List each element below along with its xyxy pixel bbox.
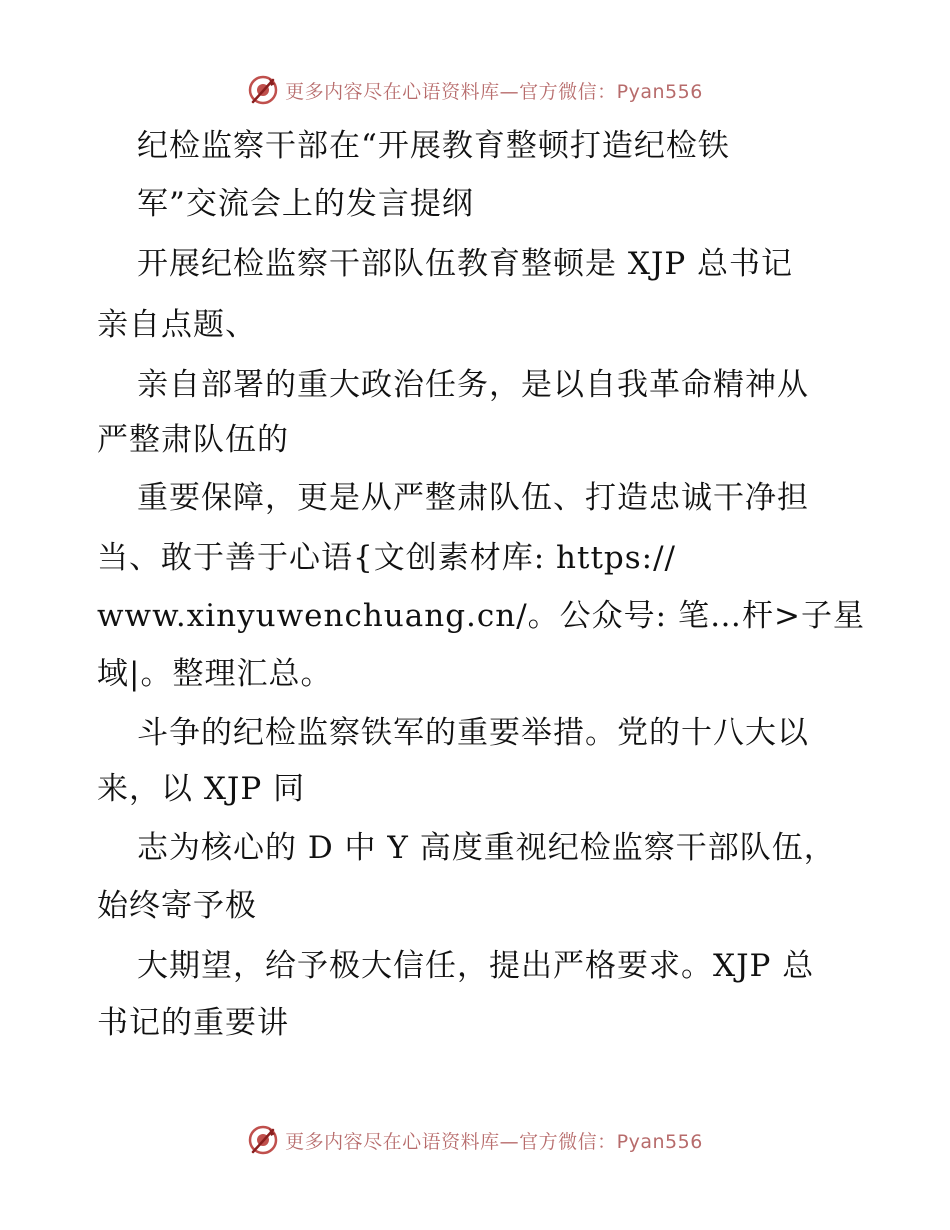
footer-watermark-banner: [0, 1120, 950, 1160]
doc-paragraph-line: 志为核心的 D 中 Y 高度重视纪检监察干部队伍，: [137, 830, 836, 866]
doc-paragraph-line: 书记的重要讲: [97, 1005, 289, 1041]
header-watermark-banner: [0, 70, 950, 110]
doc-paragraph-line: www.xinyuwenchuang.cn/。公众号: 笔…杆>子星: [97, 598, 865, 634]
watermark-text: 更多内容尽在心语资料库—官方微信：Pyan556: [285, 1130, 703, 1153]
quill-logo-icon: [247, 74, 279, 106]
doc-paragraph-line: 始终寄予极: [97, 888, 257, 924]
doc-paragraph-line: 重要保障，更是从严整肃队伍、打造忠诚干净担: [137, 480, 809, 516]
watermark-group: [247, 1124, 703, 1156]
doc-paragraph-line: 域|。整理汇总。: [97, 656, 333, 692]
doc-title-line-2: 军”交流会上的发言提纲: [137, 186, 474, 222]
doc-paragraph-line: 来，以 XJP 同: [97, 771, 306, 807]
watermark-group: [247, 74, 703, 106]
doc-paragraph-line: 开展纪检监察干部队伍教育整顿是 XJP 总书记: [137, 246, 794, 282]
doc-paragraph-line: 大期望，给予极大信任，提出严格要求。XJP 总: [137, 948, 815, 984]
doc-paragraph-line: 斗争的纪检监察铁军的重要举措。党的十八大以: [137, 715, 809, 751]
doc-paragraph-line: 亲自点题、: [97, 307, 257, 343]
doc-paragraph-line: 亲自部署的重大政治任务，是以自我革命精神从: [137, 367, 809, 403]
doc-title-line-1: 纪检监察干部在“开展教育整顿打造纪检铁: [137, 128, 730, 164]
quill-logo-icon: [247, 1124, 279, 1156]
doc-paragraph-line: 当、敢于善于心语{文创素材库: https://: [97, 540, 676, 576]
doc-paragraph-line: 严整肃队伍的: [97, 422, 289, 458]
watermark-text: 更多内容尽在心语资料库—官方微信：Pyan556: [285, 80, 703, 103]
